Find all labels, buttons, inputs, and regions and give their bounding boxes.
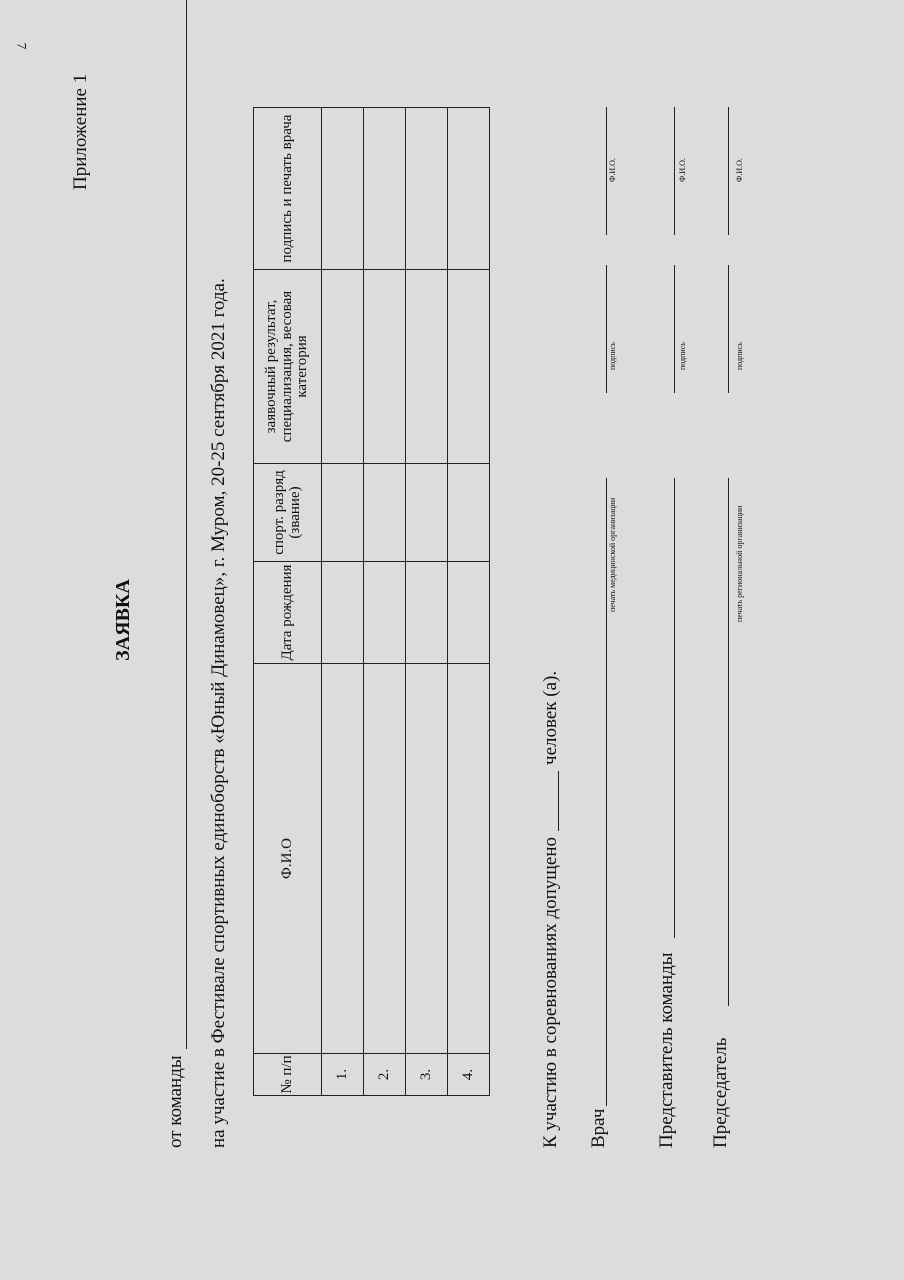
representative-fio-caption: Ф.И.О. — [678, 158, 687, 182]
cell-birth-date[interactable] — [364, 562, 406, 664]
team-name-field[interactable] — [170, 0, 187, 1049]
doctor-stamp-caption: печать медицинской организации — [608, 497, 617, 612]
from-team-line — [165, 0, 187, 1148]
cell-sport-rank[interactable] — [448, 464, 490, 562]
col-header-number: № п/п — [254, 1054, 322, 1096]
col-header-fio: Ф.И.О — [254, 664, 322, 1054]
cell-birth-date[interactable] — [322, 562, 364, 664]
cell-sport-rank[interactable] — [406, 464, 448, 562]
cell-birth-date[interactable] — [406, 562, 448, 664]
representative-signature-caption: подпись — [678, 342, 687, 370]
doctor-fio-field[interactable] — [606, 107, 607, 235]
cell-doctor-signature[interactable] — [406, 108, 448, 270]
doctor-signature-field[interactable] — [606, 265, 607, 393]
col-header-doctor-signature: подпись и печать врача — [254, 108, 322, 270]
participation-text: на участие в Фестивале спортивных единоборств «Юный Динамовец», г. Муром, 20-25 сентября 2021 года. — [208, 278, 229, 1148]
row-number: 3. — [406, 1054, 448, 1096]
cell-fio[interactable] — [448, 664, 490, 1054]
cell-result[interactable] — [406, 270, 448, 464]
admitted-suffix: человек (а). — [540, 670, 561, 765]
cell-fio[interactable] — [322, 664, 364, 1054]
col-header-result: заявочный результат, специализация, весовая категория — [254, 270, 322, 464]
doctor-name-field[interactable] — [606, 478, 607, 1106]
cell-fio[interactable] — [406, 664, 448, 1054]
cell-birth-date[interactable] — [448, 562, 490, 664]
table-header-row — [254, 108, 322, 1096]
entries-table — [253, 107, 490, 1096]
admitted-count-field[interactable] — [542, 771, 559, 831]
col-header-birth-date: Дата рождения — [254, 562, 322, 664]
from-team-label: от команды — [165, 1055, 186, 1148]
representative-name-field[interactable] — [674, 478, 675, 938]
row-number: 4. — [448, 1054, 490, 1096]
table-row — [364, 108, 406, 1096]
cell-fio[interactable] — [364, 664, 406, 1054]
cell-doctor-signature[interactable] — [364, 108, 406, 270]
table-row — [322, 108, 364, 1096]
representative-fio-field[interactable] — [674, 107, 675, 235]
admitted-line — [540, 671, 562, 1148]
table-row — [406, 108, 448, 1096]
doctor-fio-caption: Ф.И.О. — [608, 158, 617, 182]
chairman-label: Председатель — [710, 1037, 731, 1148]
chairman-signature-caption: подпись — [735, 342, 744, 370]
document-title: ЗАЯВКА — [112, 579, 134, 661]
doctor-signature-caption: подпись — [608, 342, 617, 370]
chairman-fio-caption: Ф.И.О. — [735, 158, 744, 182]
chairman-signature-field[interactable] — [728, 265, 729, 393]
chairman-stamp-caption: печать региональной организации — [735, 505, 744, 622]
doctor-label: Врач — [588, 1108, 609, 1148]
cell-sport-rank[interactable] — [322, 464, 364, 562]
page-number: 7 — [14, 42, 30, 50]
cell-result[interactable] — [448, 270, 490, 464]
cell-doctor-signature[interactable] — [322, 108, 364, 270]
row-number: 2. — [364, 1054, 406, 1096]
chairman-name-field[interactable] — [728, 478, 729, 1006]
chairman-fio-field[interactable] — [728, 107, 729, 235]
table-row — [448, 108, 490, 1096]
cell-sport-rank[interactable] — [364, 464, 406, 562]
col-header-sport-rank: спорт. разряд (звание) — [254, 464, 322, 562]
row-number: 1. — [322, 1054, 364, 1096]
representative-signature-field[interactable] — [674, 265, 675, 393]
representative-label: Представитель команды — [656, 952, 677, 1148]
cell-result[interactable] — [364, 270, 406, 464]
cell-result[interactable] — [322, 270, 364, 464]
appendix-label: Приложение 1 — [70, 73, 91, 190]
cell-doctor-signature[interactable] — [448, 108, 490, 270]
admitted-prefix: К участию в соревнованиях допущено — [540, 836, 561, 1148]
